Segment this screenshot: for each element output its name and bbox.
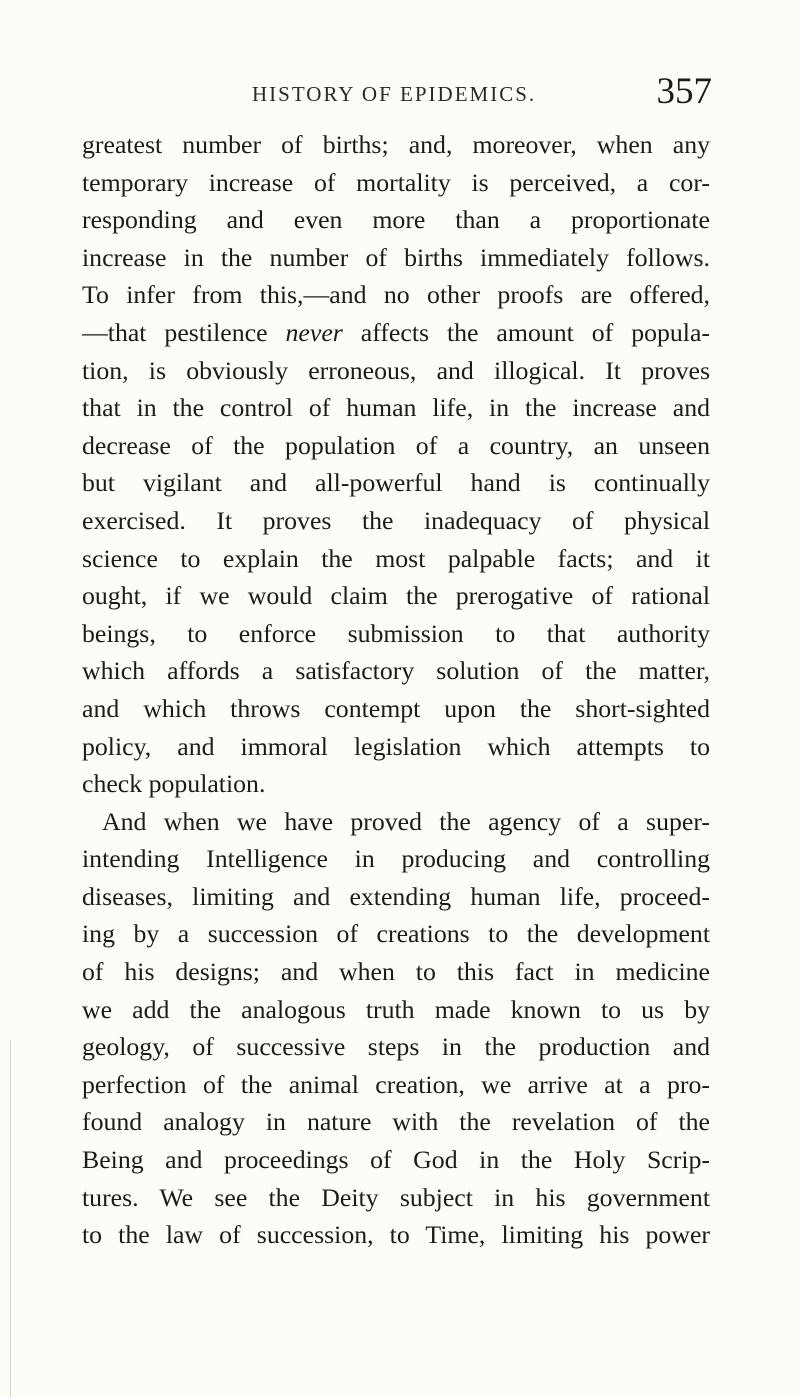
text-line: but vigilant and all-powerful hand is continually	[82, 468, 710, 498]
text-line: intending Intelligence in producing and controlling	[82, 844, 710, 874]
text-line: check population.	[82, 769, 266, 799]
text-line: responding and even more than a proportionate	[82, 205, 710, 235]
text-line: that in the control of human life, in the increase and	[82, 393, 710, 423]
text-line: greatest number of births; and, moreover, when any	[82, 130, 710, 159]
text-fragment: —that pestilence	[82, 317, 268, 347]
text-line: tures. We see the Deity subject in his government	[82, 1182, 710, 1212]
text-line: of his designs; and when to this fact in medicine	[82, 957, 710, 987]
text-line: we add the analogous truth made known to us by	[82, 994, 710, 1024]
running-title: HISTORY OF EPIDEMICS.	[252, 82, 537, 106]
text-line	[82, 314, 710, 352]
text-line: decrease of the population of a country, an unseen	[82, 430, 710, 460]
page-edge-shadow	[10, 1040, 11, 1397]
page-number: 357	[656, 71, 712, 112]
text-line: And when we have proved the agency of a super-	[102, 806, 710, 836]
text-line: which affords a satisfactory solution of the matter,	[82, 656, 710, 686]
text-line: ing by a succession of creations to the development	[82, 919, 710, 949]
text-fragment: affects the amount of popula-	[360, 317, 710, 347]
text-line: found analogy in nature with the revelation of the	[82, 1107, 710, 1137]
italic-word: never	[285, 317, 343, 347]
running-head	[82, 72, 712, 112]
text-line: tion, is obviously erroneous, and illogical. It proves	[82, 355, 710, 385]
text-line: ought, if we would claim the prerogative of rational	[82, 581, 710, 611]
text-line: temporary increase of mortality is perceived, a cor-	[82, 167, 710, 197]
text-line: increase in the number of births immediately follows.	[82, 242, 710, 272]
text-line: perfection of the animal creation, we arrive at a pro-	[82, 1069, 710, 1099]
text-line: science to explain the most palpable facts; and it	[82, 543, 710, 573]
body-text	[82, 126, 710, 1254]
text-line: diseases, limiting and extending human life, proceed-	[82, 881, 710, 911]
text-line: to the law of succession, to Time, limiting his power	[82, 1220, 710, 1250]
text-line: policy, and immoral legislation which attempts to	[82, 731, 710, 761]
text-line: and which throws contempt upon the short-sighted	[82, 693, 710, 723]
text-line: To infer from this,—and no other proofs are offered,	[82, 280, 710, 310]
text-line: Being and proceedings of God in the Holy Scrip-	[82, 1145, 710, 1175]
text-line: beings, to enforce submission to that authority	[82, 618, 710, 648]
text-line: geology, of successive steps in the production and	[82, 1032, 710, 1062]
text-line: exercised. It proves the inadequacy of physical	[82, 505, 710, 535]
